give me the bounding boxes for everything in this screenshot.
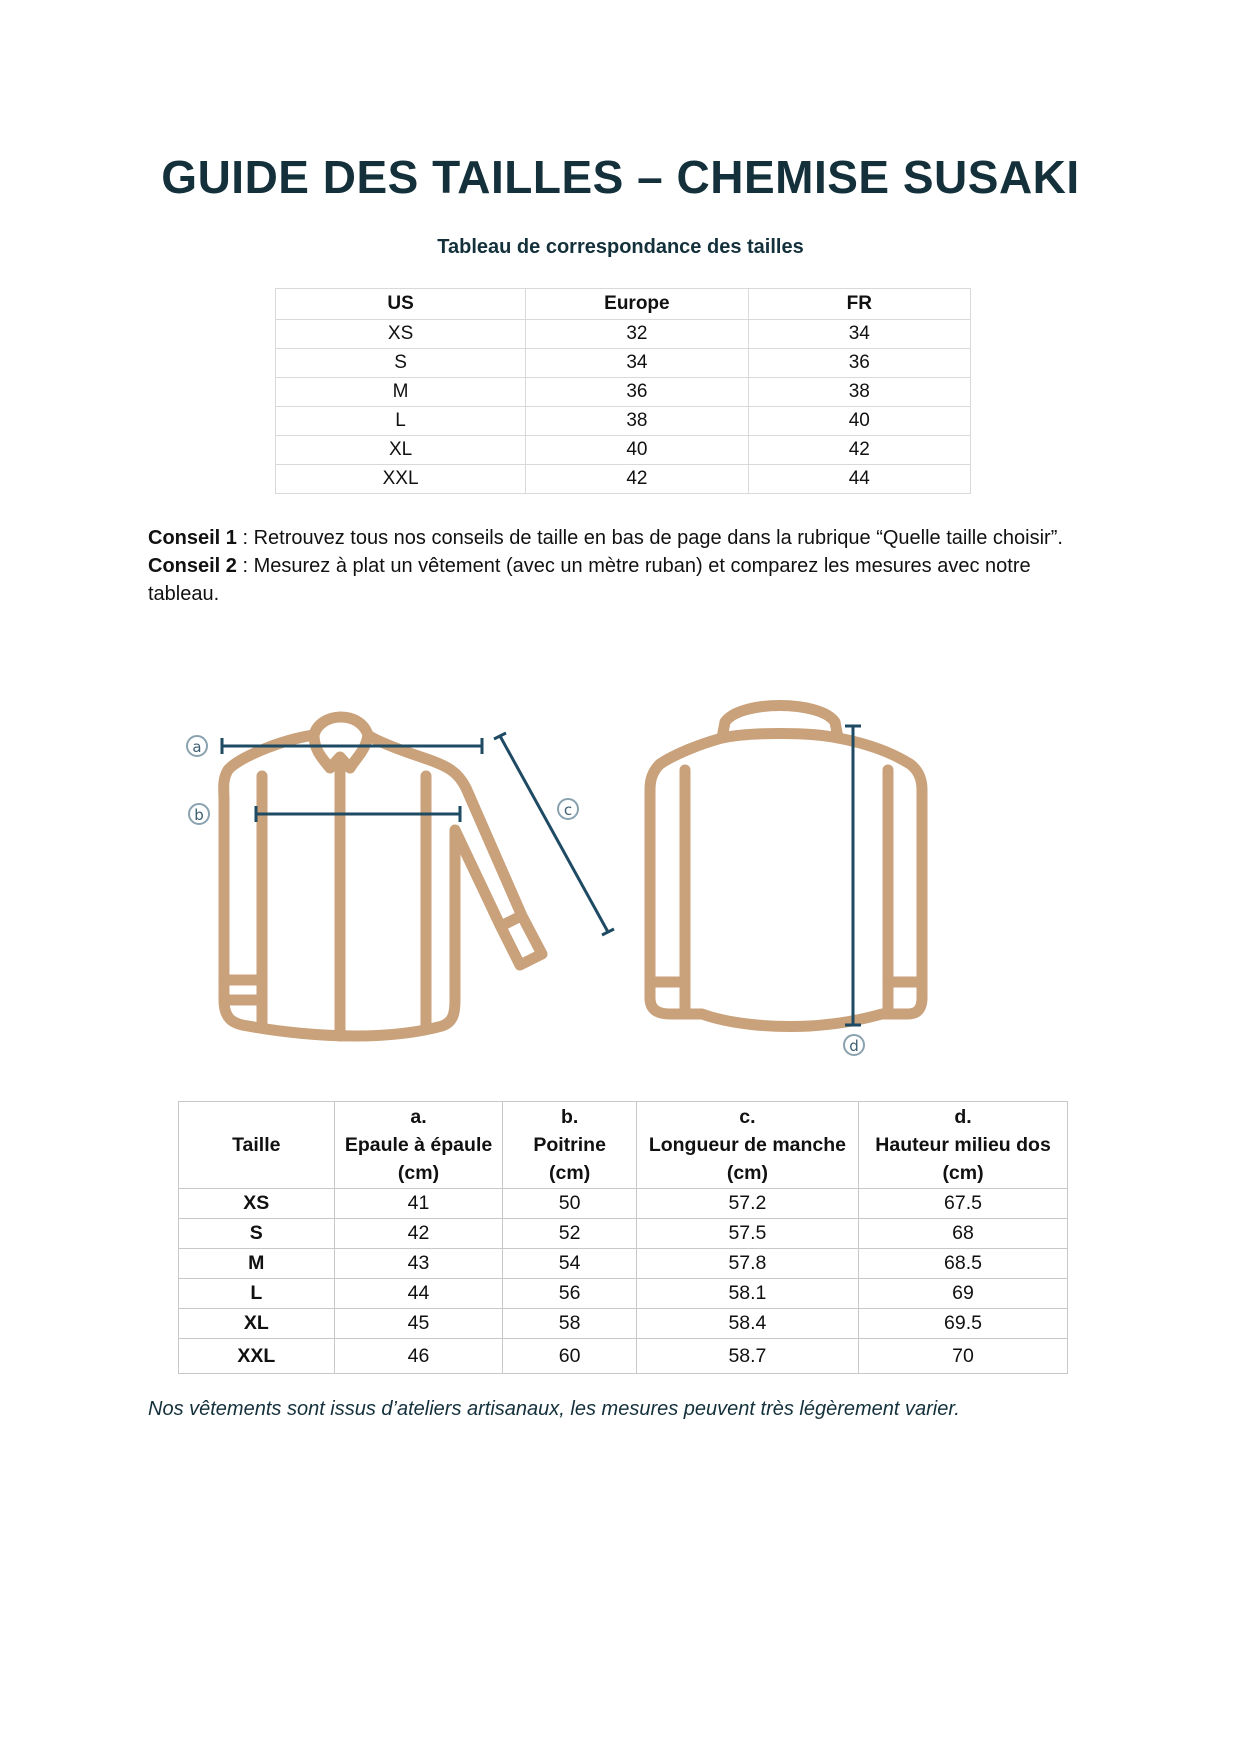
table-row: [276, 436, 971, 465]
cell: 41: [334, 1189, 503, 1219]
tip-2: [148, 552, 1098, 608]
cell: 38: [526, 407, 748, 436]
correspondence-caption: Tableau de correspondance des tailles: [437, 236, 804, 258]
table-row: [276, 465, 971, 494]
size-correspondence-table: [275, 288, 971, 494]
table-row: [179, 1219, 1068, 1249]
marker-b-icon: [189, 804, 209, 824]
column-header-c: c. Longueur de manche (cm): [636, 1102, 858, 1189]
cell: 44: [748, 465, 970, 494]
table-row: [276, 407, 971, 436]
cell: 38: [748, 378, 970, 407]
cell: 42: [526, 465, 748, 494]
shirt-front-illustration: [224, 717, 542, 1036]
shirt-measurement-diagram: [170, 680, 1090, 1080]
column-header-us: US: [276, 289, 526, 320]
cell: 45: [334, 1309, 503, 1339]
cell: 43: [334, 1249, 503, 1279]
column-header-d: d. Hauteur milieu dos (cm): [859, 1102, 1068, 1189]
svg-text:a: a: [192, 738, 202, 756]
column-header-a: a. Epaule à épaule (cm): [334, 1102, 503, 1189]
marker-c-icon: [558, 799, 578, 819]
cell: M: [276, 378, 526, 407]
cell: 34: [526, 349, 748, 378]
size-cell: M: [179, 1249, 335, 1279]
cell: 68: [859, 1219, 1068, 1249]
measurement-lines: [222, 726, 861, 1025]
table-row: [276, 320, 971, 349]
cell: 57.8: [636, 1249, 858, 1279]
sizing-tips: [148, 524, 1098, 608]
table-row: [276, 378, 971, 407]
size-cell: L: [179, 1279, 335, 1309]
column-header-fr: FR: [748, 289, 970, 320]
cell: 57.5: [636, 1219, 858, 1249]
cell: 36: [748, 349, 970, 378]
cell: XL: [276, 436, 526, 465]
tip-1-text: : Retrouvez tous nos conseils de taille en bas de page dans la rubrique “Quelle taille choisir”.: [236, 527, 1063, 549]
cell: S: [276, 349, 526, 378]
size-cell: XS: [179, 1189, 335, 1219]
cell: 40: [526, 436, 748, 465]
svg-text:c: c: [563, 801, 573, 819]
cell: 32: [526, 320, 748, 349]
size-cell: XXL: [179, 1339, 335, 1374]
tip-1-label: Conseil 1: [148, 527, 237, 549]
artisanal-note: Nos vêtements sont issus d’ateliers artisanaux, les mesures peuvent très légèrement varier.: [148, 1398, 960, 1420]
cell: 54: [503, 1249, 636, 1279]
table-row: [179, 1309, 1068, 1339]
cell: 42: [748, 436, 970, 465]
shirt-back-illustration: [650, 706, 922, 1027]
table-row: [276, 349, 971, 378]
size-cell: S: [179, 1219, 335, 1249]
table-row: [179, 1249, 1068, 1279]
column-header-b: b. Poitrine (cm): [503, 1102, 636, 1189]
table-header-row: [179, 1102, 1068, 1189]
marker-a-icon: [187, 736, 207, 756]
cell: 67.5: [859, 1189, 1068, 1219]
cell: 52: [503, 1219, 636, 1249]
cell: XXL: [276, 465, 526, 494]
cell: L: [276, 407, 526, 436]
cell: 46: [334, 1339, 503, 1374]
cell: 58: [503, 1309, 636, 1339]
cell: 68.5: [859, 1249, 1068, 1279]
cell: 44: [334, 1279, 503, 1309]
column-header-europe: Europe: [526, 289, 748, 320]
table-row: [179, 1189, 1068, 1219]
measurements-table: [178, 1101, 1068, 1374]
column-header-taille: Taille: [179, 1102, 335, 1189]
cell: 34: [748, 320, 970, 349]
cell: 58.1: [636, 1279, 858, 1309]
size-cell: XL: [179, 1309, 335, 1339]
svg-text:b: b: [194, 806, 204, 824]
cell: 50: [503, 1189, 636, 1219]
cell: 69.5: [859, 1309, 1068, 1339]
tip-2-text: : Mesurez à plat un vêtement (avec un mètre ruban) et comparez les mesures avec notre tableau.: [148, 555, 1031, 605]
cell: 58.4: [636, 1309, 858, 1339]
cell: XS: [276, 320, 526, 349]
cell: 56: [503, 1279, 636, 1309]
cell: 58.7: [636, 1339, 858, 1374]
cell: 42: [334, 1219, 503, 1249]
cell: 57.2: [636, 1189, 858, 1219]
cell: 70: [859, 1339, 1068, 1374]
tip-2-label: Conseil 2: [148, 555, 237, 577]
cell: 36: [526, 378, 748, 407]
cell: 40: [748, 407, 970, 436]
tip-1: [148, 524, 1098, 552]
marker-d-icon: [844, 1035, 864, 1055]
cell: 60: [503, 1339, 636, 1374]
table-header-row: [276, 289, 971, 320]
cell: 69: [859, 1279, 1068, 1309]
table-row: [179, 1339, 1068, 1374]
svg-text:d: d: [849, 1037, 859, 1055]
page-title: GUIDE DES TAILLES – CHEMISE SUSAKI: [161, 151, 1080, 203]
table-row: [179, 1279, 1068, 1309]
